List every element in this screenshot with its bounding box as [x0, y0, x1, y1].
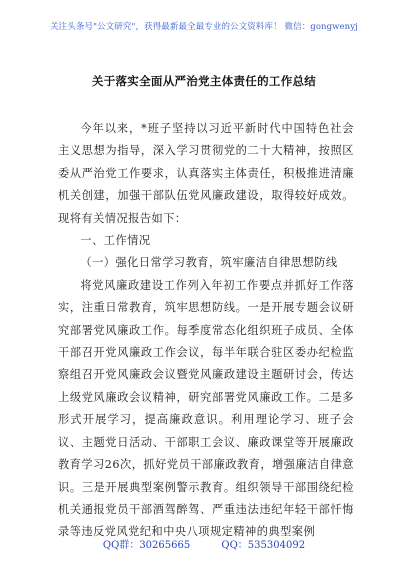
document-body	[58, 118, 354, 539]
intro-paragraph: 今年以来，*班子坚持以习近平新时代中国特色社会主义思想为指导，深入学习贯彻党的二十大精神，按照区委从严治党工作要求，认真落实主体责任，积极推进清廉机关创建，加强干部队伍党风廉政建设，取得较好成效。现将有关情况报告如下：	[58, 122, 354, 225]
document-title: 关于落实全面从严治党主体责任的工作总结	[91, 74, 317, 88]
subsection-heading: （一）强化日常学习教育，筑牢廉洁自律思想防线	[80, 256, 338, 270]
footer-qq: QQ：535304092	[221, 540, 306, 551]
section-heading: 一、工作情况	[80, 234, 151, 248]
body-paragraph: 将党风廉政建设工作列入年初工作要点并抓好工作落实，注重日常教育，筑牢思想防线。一是开展专题会议研究部署党风廉政工作。每季度常态化组织班子成员、全体干部召开党风廉政工作会议，每半年联合驻区委办纪检监察组召开党风廉政会议暨党风廉政建设主题研讨会，传达上级党风廉政会议精神，研究部署党风廉政工作。二是多形式开展学习，提高廉政意识。利用理论学习、班子会议、主题党日活动、干部职工会议、廉政课堂等开展廉政教育学习26次，抓好党员干部廉政教育，增强廉洁自律意识。三是开展典型案例警示教育。组织领导干部围绕纪检机关通报党员干部酒驾醉驾、严重违法违纪年轻干部忏悔录等违反党风党纪和中央八项规定精神的典型案例	[58, 278, 354, 539]
footer-contact	[0, 536, 408, 551]
top-banner: 关注头条号"公文研究"，获得最新最全最专业的公文资料库！ 微信：gongwenyj	[50, 22, 358, 32]
footer-qq-group: QQ群：30265665	[102, 540, 191, 551]
